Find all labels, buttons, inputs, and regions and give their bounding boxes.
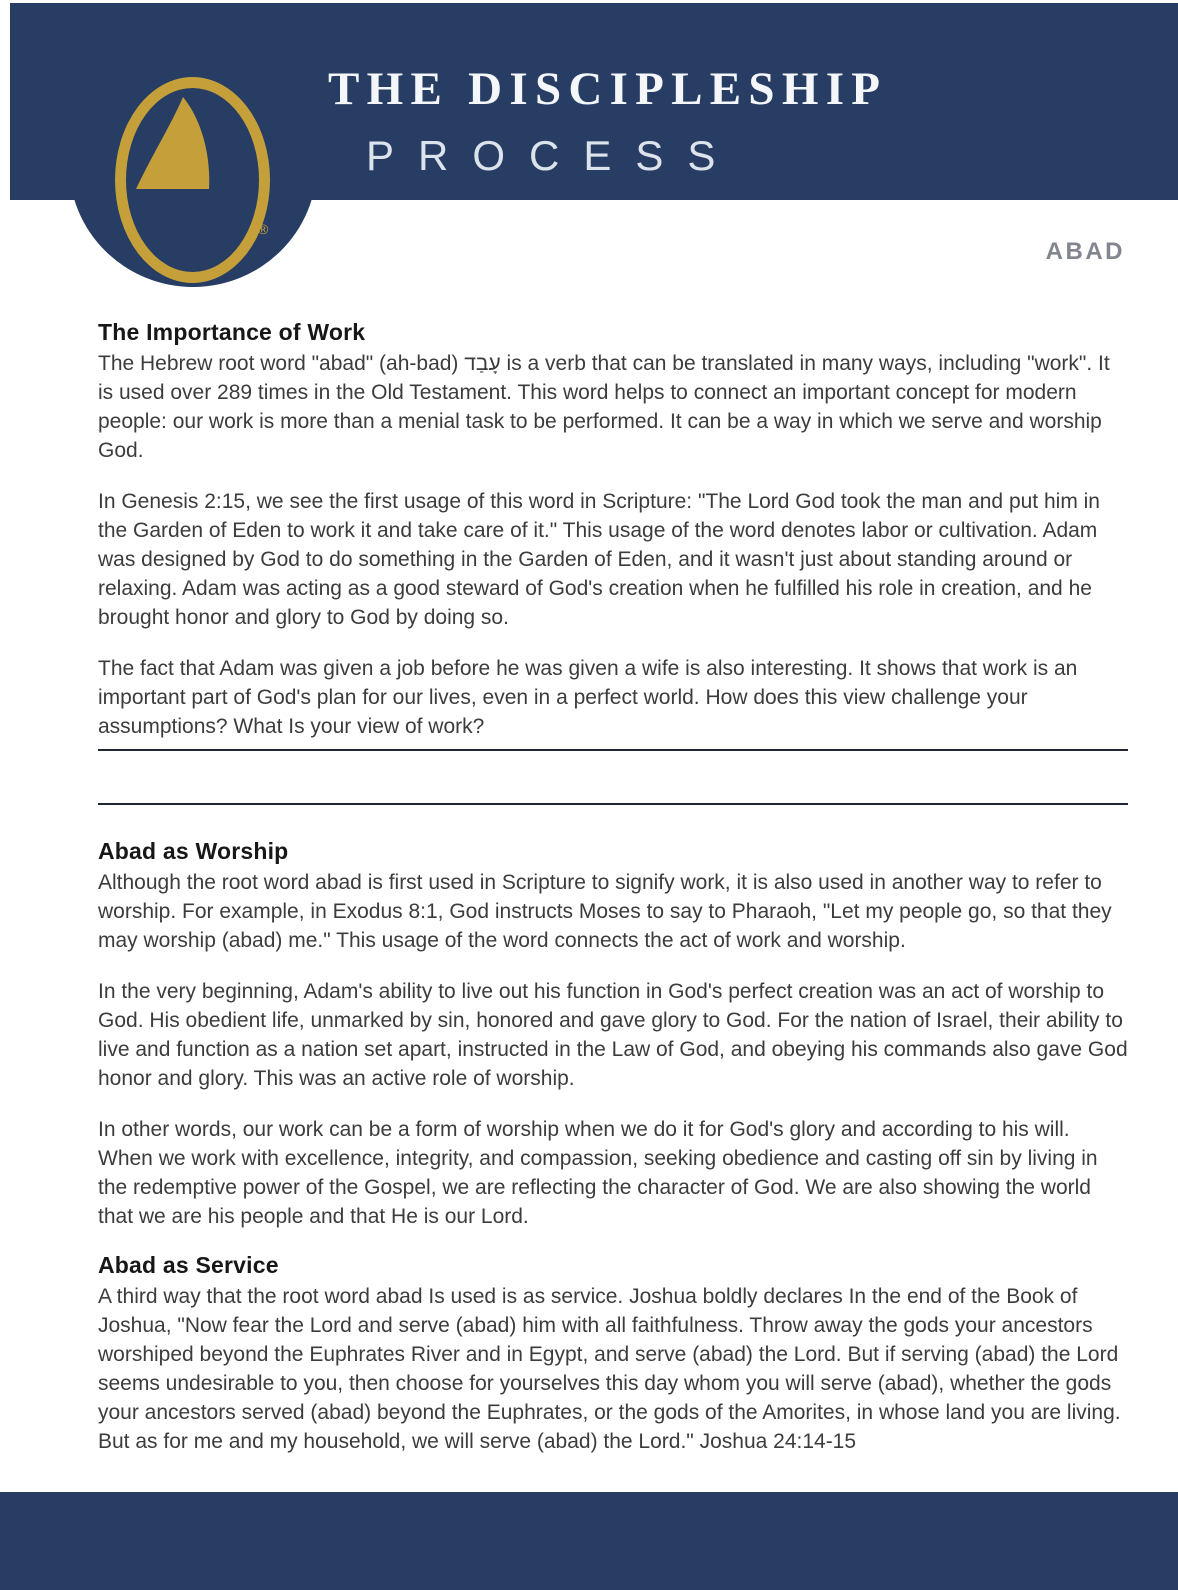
sailboat-logo-icon [136,97,218,195]
section-heading-abad-as-service: Abad as Service [98,1252,279,1278]
paragraph: The Hebrew root word "abad" (ah-bad) עָבַד is a verb that can be translated in many ways, including "work". It is used over 289 times in the Old Testament. This word helps to connect an important concept for modern people: our work is more than a menial task to be performed. It can be a way in which we serve and worship God. [98,352,1110,462]
paragraph: In the very beginning, Adam's ability to live out his function in God's perfect creation was an act of worship to God. His obedient life, unmarked by sin, honored and gave glory to God. For the nation of Israel, their ability to live and function as a nation set apart, instructed in the Law of God, and obeying his commands also gave God honor and glory. This was an active role of worship. [98,980,1128,1090]
answer-line [98,749,1128,751]
document-title: THE DISCIPLESHIP [328,63,888,115]
section-heading-abad-as-worship: Abad as Worship [98,838,289,864]
registered-trademark-icon: ® [258,221,269,237]
paragraph: Although the root word abad is first used in Scripture to signify work, it is also used in another way to refer to worship. For example, in Exodus 8:1, God instructs Moses to say to Pharaoh, "Let my people go, so that they may worship (abad) me." This usage of the word connects the act of work and worship. [98,871,1112,952]
footer-band [0,1492,1178,1590]
paragraph: A third way that the root word abad Is used is as service. Joshua boldly declares In the end of the Book of Joshua, "Now fear the Lord and serve (abad) him with all faithfulness. Throw away the gods your ancestors worshiped beyond the Euphrates River and in Egypt, and serve (abad) the Lord. But if serving (abad) the Lord seems undesirable to you, then choose for yourselves this day whom you will serve (abad), whether the gods your ancestors served (abad) beyond the Euphrates, or the gods of the Amorites, in whose land you are living. But as for me and my household, we will serve (abad) the Lord." Joshua 24:14-15 [98,1285,1121,1453]
page-topic-tag: ABAD [1045,238,1125,265]
paragraph: In Genesis 2:15, we see the first usage of this word in Scripture: "The Lord God took the man and put him in the Garden of Eden to work it and take care of it." This usage of the word denotes labor or cultivation. Adam was designed by God to do something in the Garden of Eden, and it wasn't just about standing around or relaxing. Adam was acting as a good steward of God's creation when he fulfilled his role in creation, and he brought honor and glory to God by doing so. [98,490,1100,629]
document-subtitle: PROCESS [366,132,740,179]
paragraph: In other words, our work can be a form of worship when we do it for God's glory and according to his will. When we work with excellence, integrity, and compassion, seeking obedience and casting off sin by living in the redemptive power of the Gospel, we are reflecting the character of God. We are also showing the world that we are his people and that He is our Lord. [98,1118,1098,1228]
paragraph: The fact that Adam was given a job before he was given a wife is also interesting. It shows that work is an important part of God's plan for our lives, even in a perfect world. How does this view challenge your assumptions? What Is your view of work? [98,657,1078,738]
answer-line [98,803,1128,805]
document-body [98,318,1128,1488]
section-heading-importance-of-work: The Importance of Work [98,319,366,345]
